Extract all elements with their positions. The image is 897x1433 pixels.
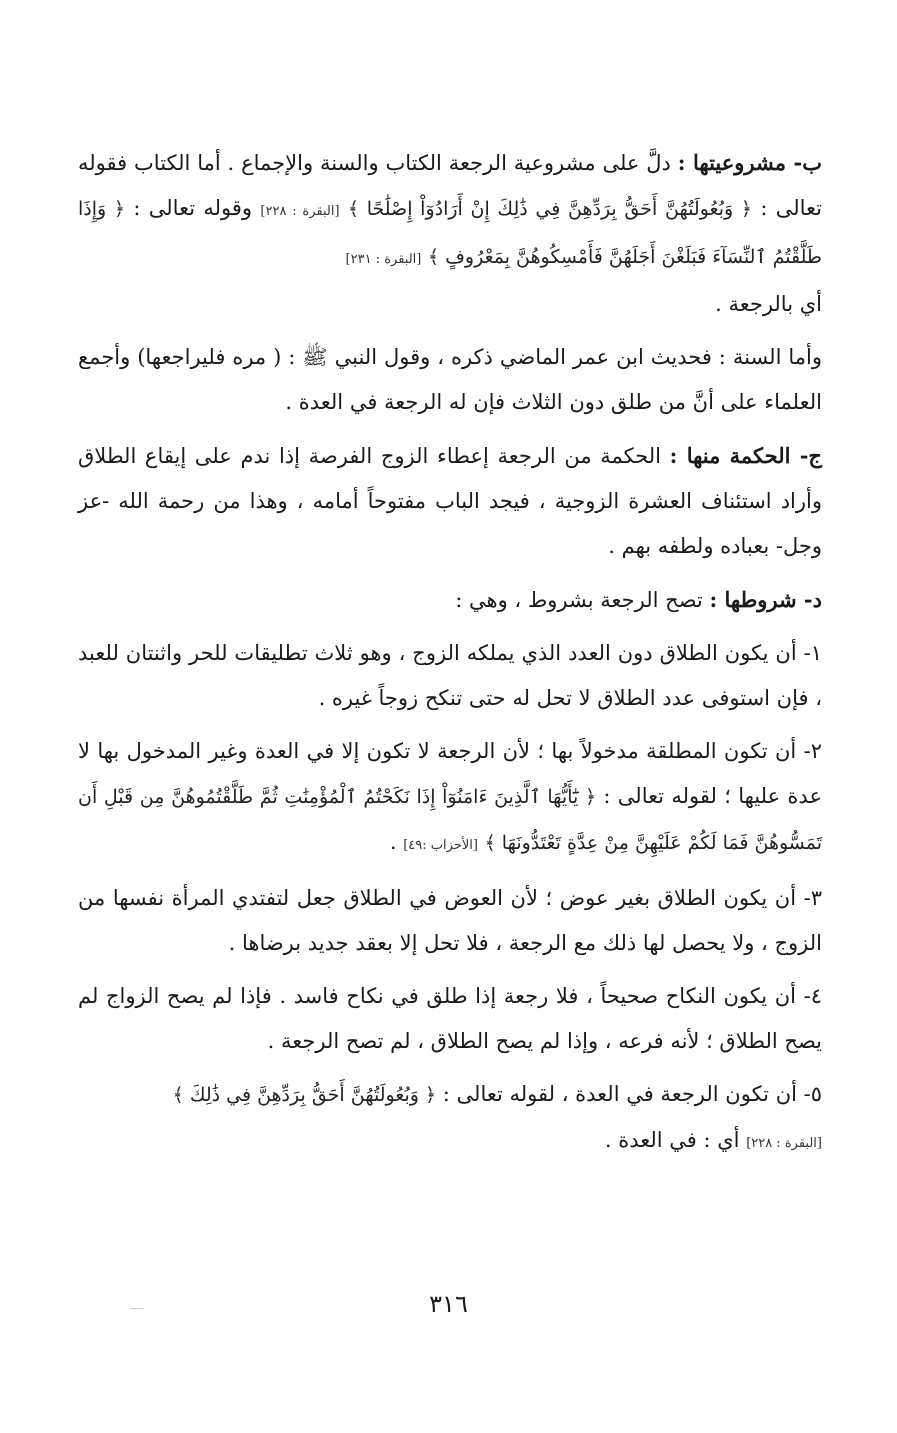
section-heading: ب- مشروعيتها : [677, 150, 822, 175]
verse-reference: [البقرة : ٢٢٨] [746, 1136, 822, 1151]
scan-mark [130, 1308, 144, 1309]
section-heading: ج- الحكمة منها : [669, 443, 822, 468]
paragraph-text: وقوله تعالى : [133, 196, 253, 220]
condition-text: ٥- أن تكون الرجعة في العدة ، لقوله تعالى : [442, 1082, 822, 1106]
section-heading: د- شروطها : [709, 587, 822, 612]
condition-item [78, 876, 822, 966]
condition-item [78, 729, 822, 868]
verse-reference: [البقرة : ٢٣١] [345, 252, 422, 267]
condition-item [78, 974, 822, 1064]
condition-text: ١- أن يكون الطلاق دون العدد الذي يملكه الزوج ، وهو ثلاث تطليقات للحر واثنتان للعبد ، فإن استوفى عدد الطلاق لا تحل له حتى تنكح زوجاً غيره . [78, 641, 822, 710]
condition-text: ٤- أن يكون النكاح صحيحاً ، فلا رجعة إذا طلق في نكاح فاسد . فإذا لم يصح الزواج لم يصح الطلاق ؛ لأنه فرعه ، وإذا لم يصح الطلاق ، لم تصح الرجعة . [78, 984, 822, 1053]
section-wisdom [78, 433, 822, 569]
verse-reference: [الأحزاب :٤٩] [403, 838, 478, 853]
quran-verse: ﴿ وَبُعُولَتُهُنَّ أَحَقُّ بِرَدِّهِنَّ فِي ذَٰلِكَ إِنْ أَرَادُوٓاْ إِصْلَٰحًا ﴾ [347, 198, 752, 220]
condition-text: ٣- أن يكون الطلاق بغير عوض ؛ لأن العوض في الطلاق جعل لتفتدي المرأة نفسها من الزوج ، ولا يحصل لها ذلك مع الرجعة ، فلا تحل إلا بعقد جديد برضاها . [78, 886, 822, 955]
section-legitimacy [78, 140, 822, 327]
condition-item [78, 631, 822, 721]
condition-end: أي : في العدة . [604, 1128, 740, 1152]
quran-verse: ﴿ وَإِذَا طَلَّقْتُمُ ٱلنِّسَآءَ فَبَلَغْنَ أَجَلَهُنَّ فَأَمْسِكُوهُنَّ بِمَعْرُوفٍ ﴾ [78, 198, 822, 268]
condition-text: ٢- أن تكون المطلقة مدخولاً بها ؛ لأن الرجعة لا تكون إلا في العدة وغير المدخول بها لا عدة عليها ؛ لقوله تعالى : [78, 739, 822, 808]
section-sunnah [78, 335, 822, 425]
condition-item [78, 1072, 822, 1166]
page-body [78, 140, 822, 1174]
paragraph-text: أي بالرجعة . [715, 292, 822, 316]
section-conditions [78, 577, 822, 623]
paragraph-text: وأما السنة : فحديث ابن عمر الماضي ذكره ، وقول النبي ﷺ : ( مره فليراجعها) وأجمع العلماء على أنَّ من طلق دون الثلاث فإن له الرجعة في العدة . [78, 345, 822, 414]
paragraph-text: تصح الرجعة بشروط ، وهي : [455, 588, 703, 612]
verse-reference: [البقرة : ٢٢٨] [260, 204, 340, 219]
paragraph-text: دلَّ على مشروعية الرجعة الكتاب والسنة والإجماع . أما الكتاب فقوله تعالى : [78, 151, 823, 220]
page-number: ٣١٦ [429, 1290, 468, 1318]
quran-verse: ﴿ وَبُعُولَتُهُنَّ أَحَقُّ بِرَدِّهِنَّ فِي ذَٰلِكَ ﴾ [172, 1084, 437, 1106]
condition-end: . [389, 830, 397, 854]
quran-verse: ﴿ يَٰٓأَيُّهَا ٱلَّذِينَ ءَامَنُوٓاْ إِذَا نَكَحْتُمُ ٱلْمُؤْمِنَٰتِ ثُمَّ طَلَّقْتُمُوهُنَّ مِن قَبْلِ أَن تَمَسُّوهُنَّ فَمَا لَكُمْ عَلَيْهِنَّ مِنْ عِدَّةٍ تَعْتَدُّونَهَا ﴾ [78, 786, 822, 854]
paragraph-text: الحكمة من الرجعة إعطاء الزوج الفرصة إذا ندم على إيقاع الطلاق وأراد استئناف العشرة الزوجية ، فيجد الباب مفتوحاً أمامه ، وهذا من رحمة الله -عز وجل- بعباده ولطفه بهم . [78, 444, 822, 558]
